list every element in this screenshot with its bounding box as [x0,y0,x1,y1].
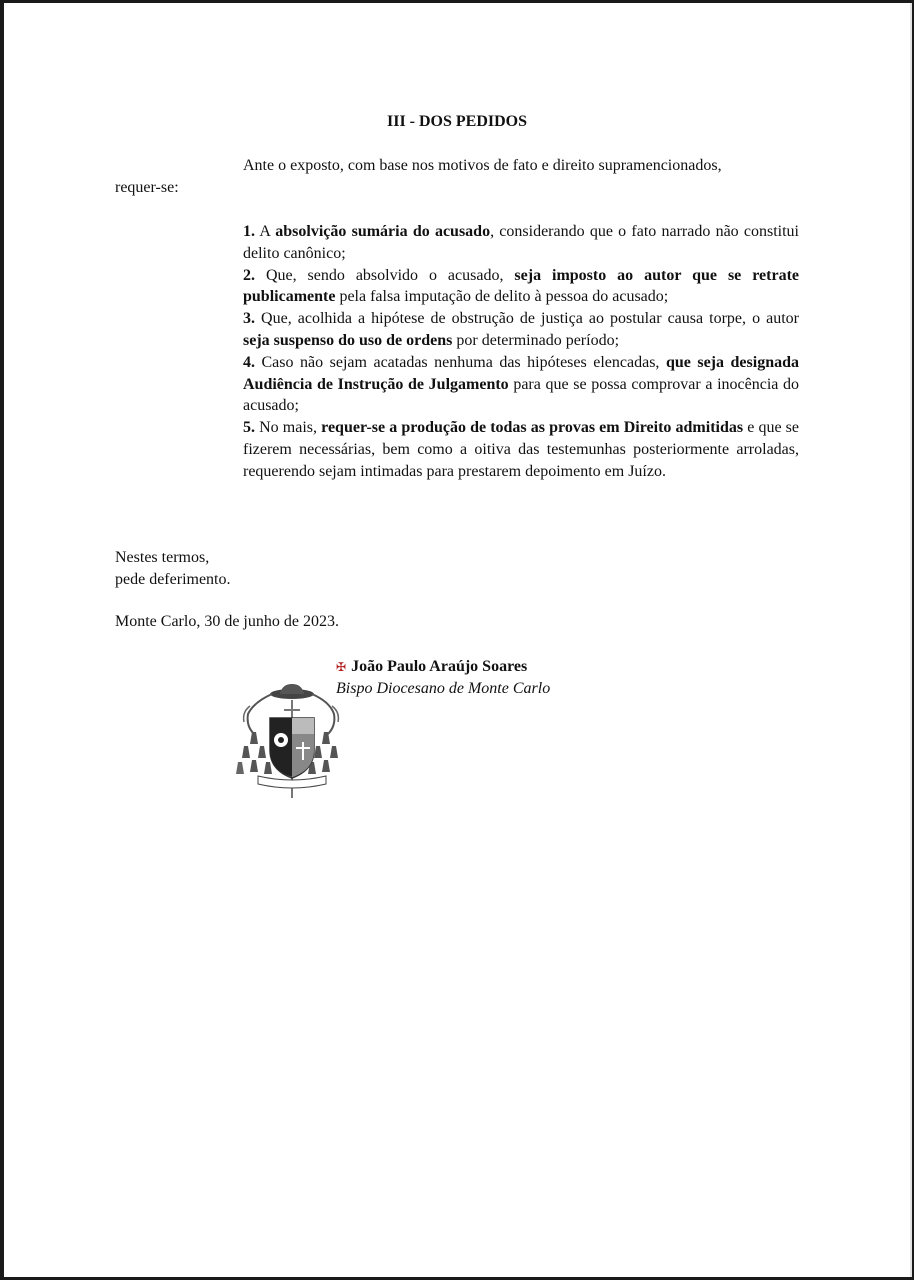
closing-line: Nestes termos, [115,549,210,566]
request-text: A [255,223,276,240]
signatory-name: João Paulo Araújo Soares [351,658,528,675]
request-number: 5. [243,419,255,437]
request-number: 4. [243,353,255,371]
request-item [243,265,799,309]
request-emphasis: absolvição sumária do acusado [275,223,491,240]
request-text: Que, sendo absolvido o acusado, [255,266,515,284]
request-text: pela falsa imputação de delito à pessoa do acusado; [335,288,669,306]
section-heading: III - DOS PEDIDOS [386,113,528,130]
request-text: Que, acolhida a hipótese de obstrução de justiça ao postular causa torpe, o autor [255,310,799,328]
request-number: 3. [243,310,255,328]
request-emphasis: que seja designada Audiência de Instrução de Julgamento [243,353,799,393]
closing-line: pede deferimento. [115,570,231,588]
place-date-line: Monte Carlo, 30 de junho de 2023. [115,613,339,630]
signatory-title: Bispo Diocesano de Monte Carlo [336,680,551,697]
intro-paragraph-continuation: requer-se: [115,179,179,196]
request-emphasis: seja suspenso do uso de ordens [243,331,453,349]
request-emphasis: requer-se a produção de todas as provas em Direito admitidas [321,419,744,437]
request-emphasis: seja imposto ao autor que se retrate publicamente [243,266,799,306]
request-item [243,221,799,265]
request-item [243,308,799,352]
cross-icon: ✠ [336,660,347,674]
episcopal-coat-of-arms-icon [236,682,340,800]
request-number: 1. [243,223,255,240]
intro-paragraph: Ante o exposto, com base nos motivos de fato e direito supramencionados, [243,157,722,174]
request-text: e que se fizerem necessárias, bem como a oitiva das testemunhas posteriormente arroladas, requerendo sejam intimadas para prestarem depoimento em Juízo. [243,419,800,480]
request-item [243,352,799,417]
request-number: 2. [243,266,255,284]
request-text: Caso não sejam acatadas nenhuma das hipóteses elencadas, [255,353,666,371]
closing-formula [115,547,231,591]
request-text: No mais, [255,419,322,437]
request-item [243,417,799,482]
signature-block [336,656,550,700]
request-text: para que se possa comprovar a inocência do acusado; [243,375,800,415]
request-text: por determinado período; [452,331,620,349]
requests-list [243,221,799,483]
request-text: , considerando que o fato narrado não constitui delito canônico; [243,223,800,262]
